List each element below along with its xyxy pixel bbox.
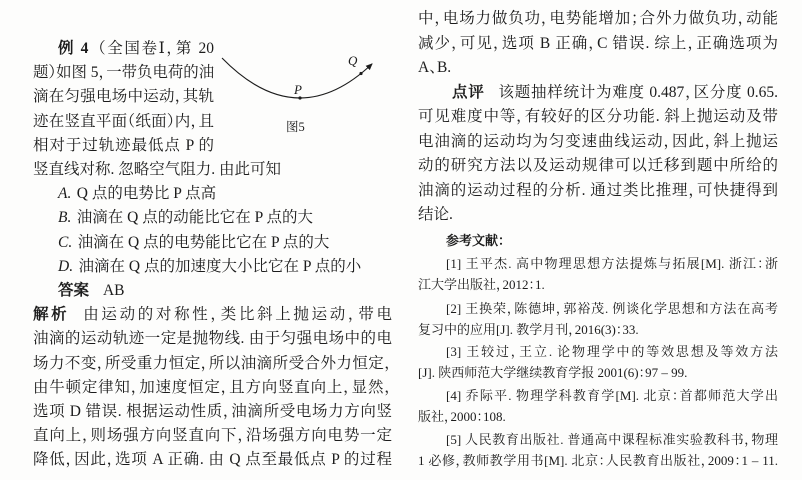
example-heading-line — [58, 37, 214, 61]
comment-line: 油滴的运动过程的分析. 通过类比推理，可快捷得到 — [418, 181, 778, 199]
answer-line — [58, 279, 392, 303]
option-d — [58, 255, 392, 279]
reference-1-line-2: 江大学出版社，2012：1. — [418, 276, 545, 292]
option-letter: A. — [58, 185, 72, 203]
comment-line: 电油滴的运动均为匀变速曲线运动，因此，斜上抛运 — [418, 132, 778, 150]
figure-caption: 图5 — [286, 120, 305, 134]
option-letter: C. — [58, 233, 73, 251]
option-c — [58, 231, 392, 255]
option-b — [58, 206, 392, 230]
option-letter: D. — [58, 257, 74, 275]
problem-stem-line: 相对于过轨迹最低点 P 的 — [33, 136, 214, 154]
reference-3-line-1: [3] 王较过，王立. 论物理学中的等效思想及等效方法 — [446, 344, 778, 359]
answer-value: AB — [102, 282, 125, 299]
point-q-label: Q — [348, 53, 358, 68]
analysis-line: 直向上，则场强方向竖直向下，沿场强方向电势一定 — [33, 427, 392, 445]
point-p-label: P — [294, 82, 302, 97]
analysis-line: 由牛顿定律知，加速度恒定，且方向竖直向上，显然， — [33, 378, 392, 396]
reference-5-line-2: 1 必修，教师教学用书[M]. 北京：人民教育出版社，2009：1 – 11. — [418, 452, 778, 468]
analysis-line: 降低，因此，选项 A 正确. 由 Q 点至最低点 P 的过程 — [33, 451, 392, 469]
analysis-continuation-line: 减少，可见，选项 B 正确，C 错误. 综上，正确选项为 — [418, 34, 778, 52]
references-heading: 参考文献： — [446, 233, 505, 248]
analysis-label: 解析 — [33, 306, 70, 324]
comment-line: 动的研究方法以及运动规律可以迁移到题中所给的 — [418, 157, 778, 174]
analysis-continuation-line: A、B. — [418, 59, 452, 76]
analysis-line: 油滴的运动轨迹一定是抛物线. 由于匀强电场中的电 — [33, 330, 392, 348]
comment-line: 可见难度中等，有较好的区分功能. 斜上抛运动及带 — [418, 108, 778, 125]
analysis-line: 场力不变，所受重力恒定，所以油滴所受合外力恒定， — [33, 354, 392, 372]
analysis-continuation-line: 中，电场力做负功，电势能增加；合外力做负功，动能 — [418, 10, 778, 27]
problem-stem-line: 滴在匀强电场中运动，其轨 — [33, 88, 214, 106]
figure-5-trajectory — [210, 42, 390, 122]
comment-text: 该题抽样统计为难度 0.487，区分度 0.65. — [498, 83, 778, 101]
option-text: Q 点的电势比 P 点高 — [76, 185, 217, 203]
problem-stem-line: 迹在竖直平面（纸面）内，且 — [33, 112, 214, 130]
comment-label: 点评 — [452, 83, 485, 101]
reference-5-line-1: [5] 人民教育出版社. 普通高中课程标准实验教科书，物理 — [446, 432, 778, 447]
example-label: 例 4 — [58, 40, 89, 57]
reference-2-line-2: 复习中的应用[J]. 教学月刊，2016(3)：33. — [418, 321, 639, 337]
problem-stem-line: 题）如图 5，一带负电荷的油 — [33, 64, 215, 82]
reference-4-line-2: 版社，2000：108. — [418, 408, 506, 424]
option-text: 油滴在 Q 点的加速度大小比它在 P 点的小 — [78, 257, 362, 275]
answer-label: 答案 — [58, 282, 90, 299]
reference-4-line-1: [4] 乔际平. 物理学科教育学[M]. 北京：首都师范大学出 — [446, 388, 778, 403]
reference-1-line-1: [1] 王平杰. 高中物理思想方法提炼与拓展[M]. 浙江：浙 — [446, 256, 778, 271]
analysis-line: 选项 D 错误. 根据运动性质，油滴所受电场力方向竖 — [33, 403, 392, 420]
point-q-dot — [359, 72, 362, 75]
option-text: 油滴在 Q 点的动能比它在 P 点的大 — [76, 209, 314, 227]
problem-stem-line: 竖直线对称. 忽略空气阻力. 由此可知 — [33, 161, 282, 178]
analysis-text: 由运动的对称性，类比斜上抛运动，带电 — [83, 306, 392, 324]
analysis-first-line — [33, 303, 392, 327]
reference-2-line-1: [2] 王换荣，陈德坤，郭裕茂. 例谈化学思想和方法在高考 — [446, 301, 778, 316]
option-a — [58, 182, 392, 206]
comment-first-line — [452, 81, 778, 105]
example-source: （全国卷Ⅰ，第 20 — [96, 40, 214, 57]
reference-3-line-2: [J]. 陕西师范大学继续教育学报 2001(6)：97 – 99. — [418, 364, 688, 380]
comment-line: 结论. — [418, 206, 453, 223]
option-text: 油滴在 Q 点的电势能比它在 P 点的大 — [77, 233, 330, 251]
option-letter: B. — [58, 209, 72, 227]
